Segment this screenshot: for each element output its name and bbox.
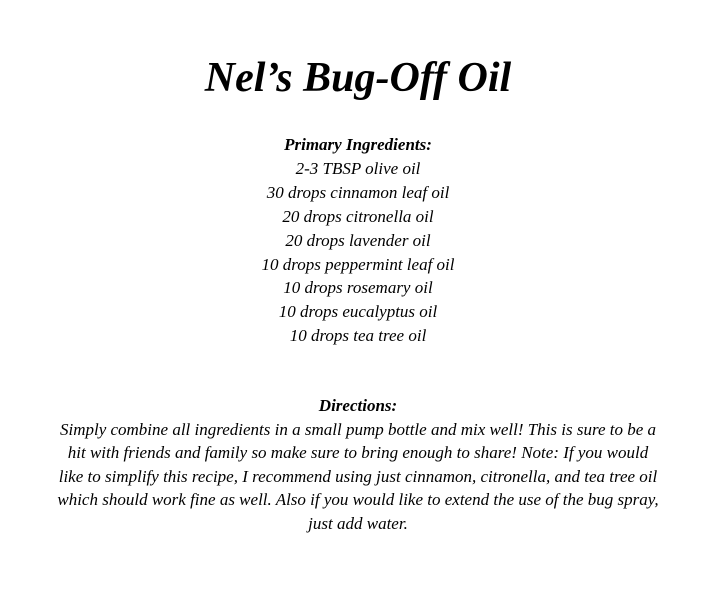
- page-title: Nel’s Bug-Off Oil: [204, 55, 512, 101]
- ingredients-section: [0, 133, 716, 348]
- ingredient-list: [0, 157, 716, 348]
- ingredient-item: 10 drops peppermint leaf oil: [261, 254, 455, 274]
- ingredient-item: 10 drops tea tree oil: [289, 326, 427, 346]
- directions-heading: Directions:: [318, 396, 398, 415]
- ingredient-item: 20 drops lavender oil: [285, 230, 431, 250]
- ingredient-item: 30 drops cinnamon leaf oil: [266, 182, 450, 202]
- ingredient-item: 2-3 TBSP olive oil: [295, 158, 421, 178]
- ingredient-item: 10 drops eucalyptus oil: [278, 302, 438, 322]
- ingredients-heading: Primary Ingredients:: [284, 135, 432, 154]
- directions-section: [56, 394, 660, 536]
- ingredient-item: 10 drops rosemary oil: [283, 278, 433, 298]
- directions-text: Simply combine all ingredients in a small pump bottle and mix well! This is sure to be a hit with friends and family so make sure to bring enough to share! Note: If you would like to simplify this recipe, I recommend using just cinnamon, citronella, and tea tree oil which should work fine as well. Also if you would like to extend the use of the bug spray, just add water.: [57, 419, 659, 533]
- ingredient-item: 20 drops citronella oil: [282, 206, 434, 226]
